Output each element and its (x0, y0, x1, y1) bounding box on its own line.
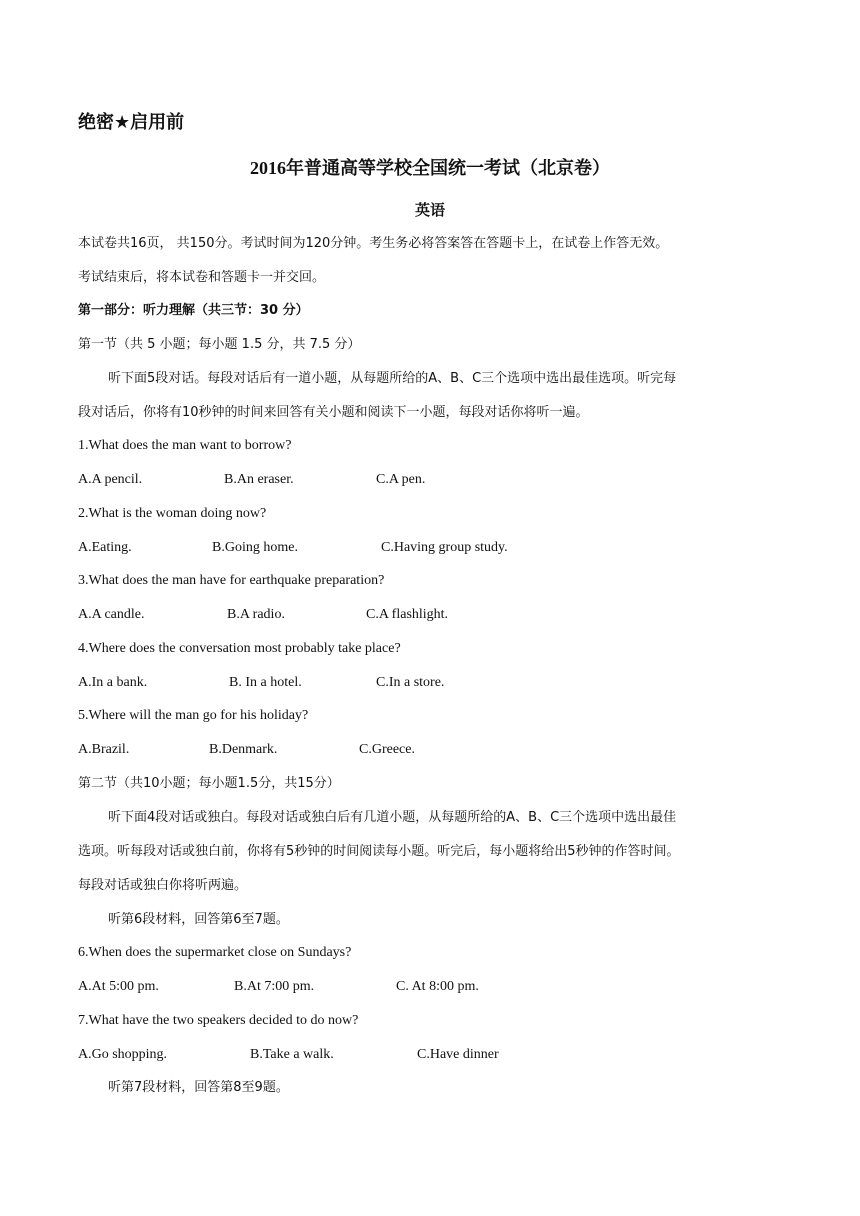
question-1: 1.What does the man want to borrow? (78, 438, 292, 453)
material-6-note: 听第6段材料，回答第6至7题。 (108, 912, 289, 927)
exam-title: 2016年普通高等学校全国统一考试（北京卷） (250, 158, 610, 178)
option-5c: C.Greece. (359, 742, 415, 757)
option-6b: B.At 7:00 pm. (234, 979, 315, 994)
option-1c: C.A pen. (376, 472, 426, 487)
intro-line-2: 考试结束后，将本试卷和答题卡一并交回。 (78, 270, 326, 285)
section1-heading: 第一节（共 5 小题；每小题 1.5 分，共 7.5 分） (78, 337, 361, 352)
section2-instruction-1: 听下面4段对话或独白。每段对话或独白后有几道小题，从每题所给的A、B、C三个选项中选出最佳 (108, 810, 677, 825)
option-6c: C. At 8:00 pm. (396, 979, 479, 994)
section2-instruction-3: 每段对话或独白你将听两遍。 (78, 878, 248, 893)
option-2b: B.Going home. (212, 540, 298, 555)
option-3c: C.A flashlight. (366, 607, 449, 622)
question-7: 7.What have the two speakers decided to do now? (78, 1013, 359, 1028)
question-3: 3.What does the man have for earthquake preparation? (78, 573, 385, 588)
option-3a: A.A candle. (78, 607, 145, 622)
option-3b: B.A radio. (227, 607, 285, 622)
subject-title: 英语 (414, 201, 445, 219)
option-7c: C.Have dinner (417, 1047, 499, 1062)
option-1a: A.A pencil. (78, 472, 143, 487)
section2-heading: 第二节（共10小题；每小题1.5分，共15分） (78, 776, 340, 791)
part1-heading: 第一部分：听力理解（共三节：30 分） (78, 303, 309, 318)
option-7a: A.Go shopping. (78, 1047, 168, 1062)
question-5: 5.Where will the man go for his holiday? (78, 708, 309, 723)
option-7b: B.Take a walk. (250, 1047, 334, 1062)
material-7-note: 听第7段材料，回答第8至9题。 (108, 1080, 289, 1095)
option-1b: B.An eraser. (224, 472, 294, 487)
intro-line-1: 本试卷共16页， 共150分。考试时间为120分钟。考生务必将答案答在答题卡上，在试卷上作答无效。 (78, 236, 669, 251)
option-4c: C.In a store. (376, 675, 445, 690)
option-4a: A.In a bank. (78, 675, 148, 690)
option-5a: A.Brazil. (78, 742, 130, 757)
option-4b: B. In a hotel. (229, 675, 302, 690)
secret-label: 绝密★启用前 (78, 112, 185, 133)
section1-instruction-1: 听下面5段对话。每段对话后有一道小题，从每题所给的A、B、C三个选项中选出最佳选项。听完每 (108, 371, 677, 386)
question-4: 4.Where does the conversation most probably take place? (78, 641, 401, 656)
section2-instruction-2: 选项。听每段对话或独白前，你将有5秒钟的时间阅读每小题。听完后，每小题将给出5秒钟的作答时间。 (78, 844, 680, 859)
option-5b: B.Denmark. (209, 742, 278, 757)
question-2: 2.What is the woman doing now? (78, 506, 267, 521)
question-6: 6.When does the supermarket close on Sundays? (78, 945, 352, 960)
section1-instruction-2: 段对话后，你将有10秒钟的时间来回答有关小题和阅读下一小题，每段对话你将听一遍。 (78, 405, 589, 420)
option-2c: C.Having group study. (381, 540, 508, 555)
option-2a: A.Eating. (78, 540, 132, 555)
option-6a: A.At 5:00 pm. (78, 979, 159, 994)
